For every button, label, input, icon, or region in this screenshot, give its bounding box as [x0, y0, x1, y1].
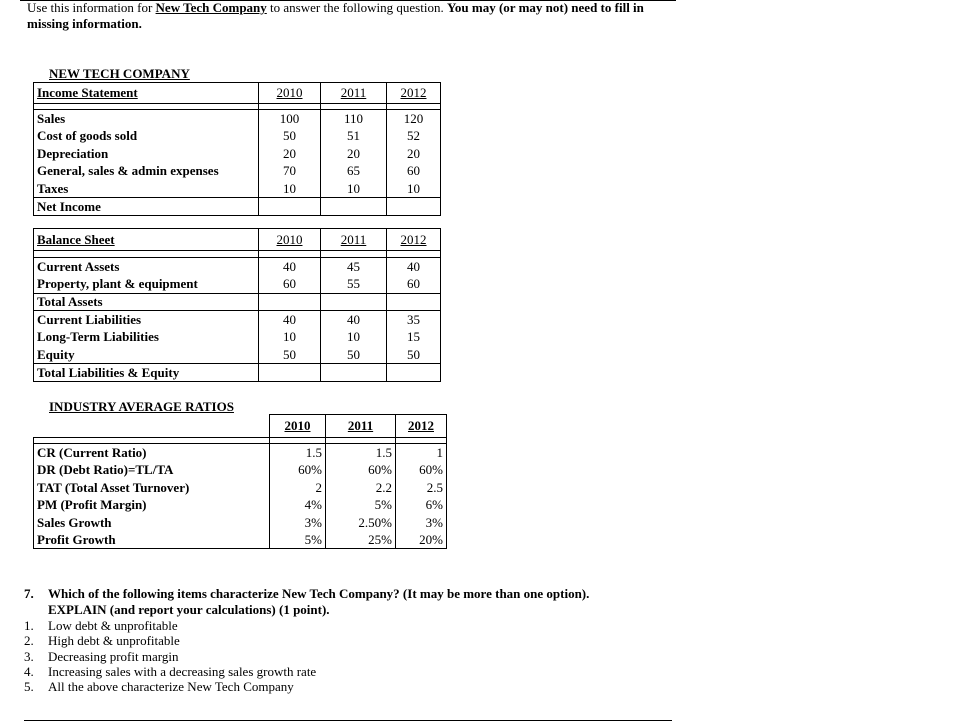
question-number: 7.: [24, 586, 34, 601]
row-label: CR (Current Ratio): [37, 445, 147, 460]
company-title: NEW TECH COMPANY: [49, 66, 190, 81]
balance-year: 2012: [387, 229, 441, 251]
income-year: 2012: [387, 83, 441, 104]
industry-ratios-table: [33, 414, 447, 549]
total-le-cell: [321, 363, 387, 381]
option-item[interactable]: 1. Low debt & unprofitable: [24, 618, 178, 633]
row-label: PM (Profit Margin): [37, 497, 147, 513]
ratio-col-2012: 1 60% 2.5 6% 3% 20%: [396, 444, 447, 549]
option-item[interactable]: 2. High debt & unprofitable: [24, 633, 180, 649]
asset-labels: [34, 258, 259, 294]
row-label: Profit Growth: [37, 531, 116, 547]
row-label: TAT (Total Asset Turnover): [37, 479, 190, 495]
total-assets-label: Total Assets: [34, 293, 259, 310]
total-le-cell: [259, 363, 321, 381]
row-label: Sales: [37, 111, 66, 126]
intro-after: to answer the following question.: [266, 0, 447, 15]
liability-col-2012: 35 15 50: [387, 310, 441, 363]
ratio-col-2010: 1.5 60% 2 4% 3% 5%: [270, 444, 326, 549]
balance-year: 2011: [321, 229, 387, 251]
income-col-2010: 100 50 20 70 10: [259, 110, 321, 198]
net-income-cell: [321, 197, 387, 215]
net-income-label: Net Income: [34, 197, 259, 215]
row-label: Equity: [37, 346, 75, 362]
intro-bold-note: You may (or may not) need to fill in missing information.: [27, 0, 644, 31]
total-le-label: Total Liabilities & Equity: [34, 363, 259, 381]
income-col-2011: 110 51 20 65 10: [321, 110, 387, 198]
intro-text: [27, 0, 687, 32]
option-item[interactable]: 3. Decreasing profit margin: [24, 648, 179, 664]
industry-ratios-title: INDUSTRY AVERAGE RATIOS: [49, 399, 234, 414]
question-options: [24, 618, 316, 694]
bottom-rule: [24, 720, 672, 721]
total-assets-cell: [387, 293, 441, 310]
total-assets-cell: [259, 293, 321, 310]
ratio-labels: [34, 444, 270, 549]
total-le-cell: [387, 363, 441, 381]
ratio-year: 2011: [326, 415, 396, 438]
balance-sheet-header: Balance Sheet: [34, 229, 259, 251]
row-label: Current Assets: [37, 259, 120, 274]
row-label: Depreciation: [37, 145, 109, 161]
net-income-cell: [259, 197, 321, 215]
ratio-year: 2010: [270, 415, 326, 438]
balance-sheet-table: [33, 228, 441, 382]
income-year: 2011: [321, 83, 387, 104]
row-label: DR (Debt Ratio)=TL/TA: [37, 462, 174, 478]
asset-col-2011: 45 55: [321, 258, 387, 294]
row-label: Current Liabilities: [37, 311, 142, 327]
ratio-year: 2012: [396, 415, 447, 438]
question-text: Which of the following items characterize New Tech Company? (It may be more than one option). EXPLAIN (and report your calculations) (1 point).: [48, 586, 590, 617]
asset-col-2012: 40 60: [387, 258, 441, 294]
intro-company: New Tech Company: [155, 0, 267, 15]
total-assets-cell: [321, 293, 387, 310]
liability-labels: [34, 310, 259, 363]
intro-before: Use this information for: [27, 0, 156, 15]
balance-year: 2010: [259, 229, 321, 251]
income-year: 2010: [259, 83, 321, 104]
liability-col-2010: 40 10 50: [259, 310, 321, 363]
option-item[interactable]: 5. All the above characterize New Tech Company: [24, 679, 294, 695]
net-income-cell: [387, 197, 441, 215]
row-label: Long-Term Liabilities: [37, 329, 159, 345]
row-label: Sales Growth: [37, 514, 112, 530]
row-label: Taxes: [37, 180, 69, 196]
income-statement-header: Income Statement: [34, 83, 259, 104]
asset-col-2010: 40 60: [259, 258, 321, 294]
income-labels: [34, 110, 259, 198]
row-label: Property, plant & equipment: [37, 276, 198, 292]
income-col-2012: 120 52 20 60 10: [387, 110, 441, 198]
question-block: [24, 586, 684, 618]
ratio-col-2011: 1.5 60% 2.2 5% 2.50% 25%: [326, 444, 396, 549]
option-item[interactable]: 4. Increasing sales with a decreasing sales growth rate: [24, 663, 317, 679]
liability-col-2011: 40 10 50: [321, 310, 387, 363]
income-statement-table: [33, 82, 441, 216]
ratio-corner: [34, 415, 270, 438]
row-label: Cost of goods sold: [37, 128, 138, 144]
row-label: General, sales & admin expenses: [37, 163, 219, 179]
